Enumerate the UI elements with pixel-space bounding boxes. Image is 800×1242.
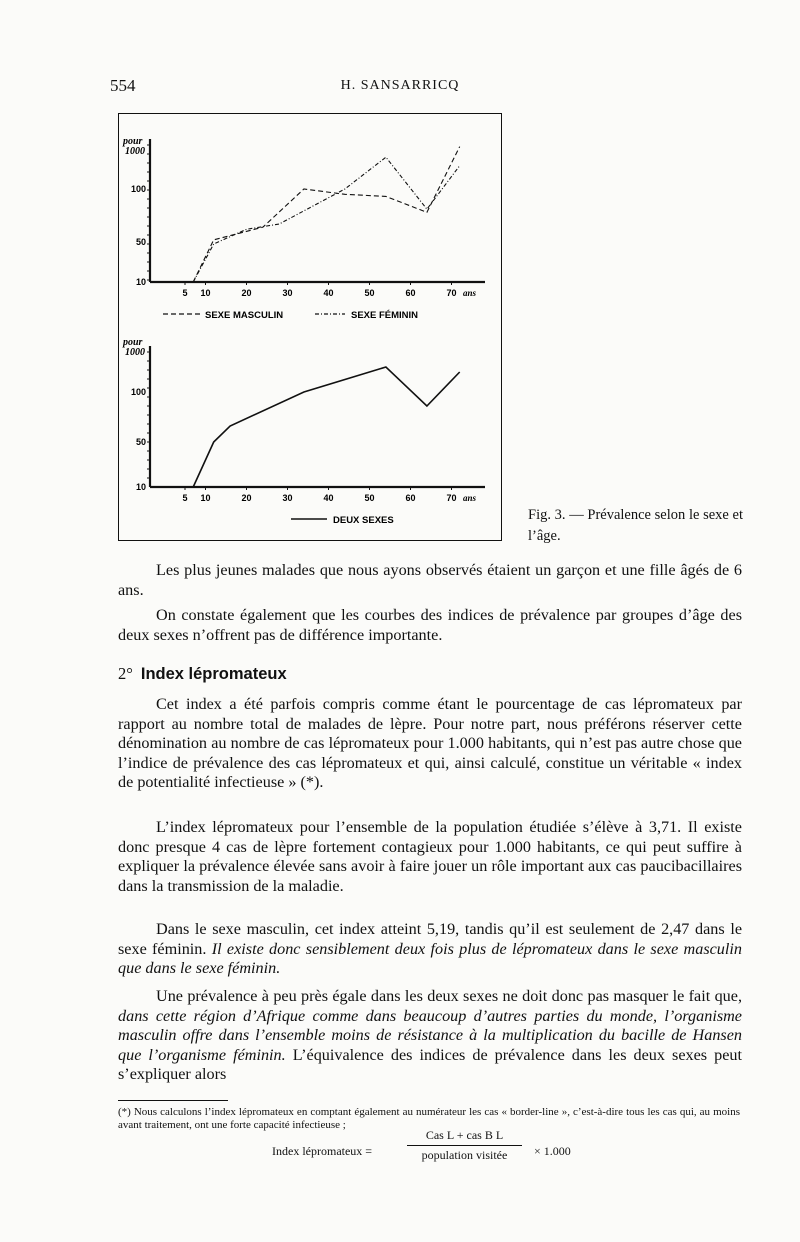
top-chart-x-tick-label: 30: [282, 288, 293, 298]
paragraph-3: Cet index a été parfois compris comme étant le pourcentage de cas lépromateux par rapport au nombre total de malades de lèpre. Pour notre part, nous préférons réserver cette dénomination au nombre de cas lépromateux pour 1.000 habitants, qui n’est pas autre chose que l’indice de prévalence des cas lépromateux et qui, ainsi calculé, constitue un véritable « index de potentialité infectieuse » (*).: [118, 695, 742, 792]
top-y-unit-line2: 1000: [125, 146, 145, 157]
bottom-y-unit-line1: pour: [123, 337, 143, 348]
bottom-chart-x-tick-label: 20: [241, 493, 252, 503]
top-chart-y-tick-label: 100: [130, 184, 146, 194]
top-chart-x-tick-label: 10: [200, 288, 211, 298]
paragraph-6-italic: dans cette région d’Afrique comme dans beaucoup d’autres parties du monde, l’organisme masculin offre dans l’ensemble moins de résistance à la multiplication du bacille de Hansen que l’organisme féminin.: [118, 1006, 742, 1064]
formula-denominator: population visitée: [421, 1148, 508, 1162]
paragraph-4: L’index lépromateux pour l’ensemble de la population étudiée s’élève à 3,71. Il existe donc presque 4 cas de lèpre fortement contagieux pour 1.000 habitants, ce qui peut suffire à expliquer la prévalence élevée sans avoir à faire jouer un rôle important aux cas paucibacillaires dans la transmission de la maladie.: [118, 818, 742, 895]
paragraph-5-italic: Il existe donc sensiblement deux fois plus de lépromateux dans le sexe masculin que dans le sexe féminin.: [118, 939, 742, 978]
formula-numerator: Cas L + cas B L: [407, 1128, 522, 1146]
bottom-chart-y-tick-label: 100: [130, 387, 146, 397]
bottom-chart-x-tick-label: 30: [282, 493, 293, 503]
section-heading: [118, 664, 287, 684]
top-chart-series-line-2: [193, 157, 460, 282]
top-chart-x-tick-label: 40: [323, 288, 334, 298]
paragraph-2: On constate également que les courbes des indices de prévalence par groupes d’âge des deux sexes n’offrent pas de différence importante.: [118, 606, 742, 644]
prevalence-figure-svg: [119, 114, 503, 542]
top-chart-x-tick-label: 20: [241, 288, 252, 298]
paragraph-1: Les plus jeunes malades que nous ayons observés étaient un garçon et une fille âgés de 6 ans.: [118, 561, 742, 599]
legend-both-label: DEUX SEXES: [333, 515, 394, 526]
bottom-chart-x-tick-label: 10: [200, 493, 211, 503]
footnote: (*) Nous calculons l’index lépromateux en comptant également au numérateur les cas « border-line », c’est-à-dire tous les cas qui, au moins avant traitement, ont une forte capacité infectieuse ;: [118, 1106, 740, 1131]
paragraph-5-text: Dans le sexe masculin, cet index atteint 5,19, tandis qu’il est seulement de 2,47 dans le sexe féminin.: [118, 920, 742, 958]
figure: [118, 113, 502, 541]
bottom-chart-x-tick-label: 5: [182, 493, 188, 503]
top-chart-y-tick-label: 50: [135, 237, 146, 247]
bottom-chart-series-line-1: [193, 367, 460, 487]
footnote-rule: [118, 1100, 228, 1101]
section-title: Index lépromateux: [140, 665, 287, 683]
bottom-chart-y-tick-label: 10: [135, 482, 146, 492]
paragraph-6: [118, 987, 742, 1085]
figure-caption: Fig. 3. — Prévalence selon le sexe et l’âge.: [528, 507, 743, 544]
bottom-chart-x-unit-label: ans: [463, 493, 477, 503]
formula-label: Index lépromateux =: [272, 1144, 373, 1158]
legend-male-label: SEXE MASCULIN: [205, 310, 284, 321]
bottom-chart-y-tick-label: 50: [135, 437, 146, 447]
top-chart: [131, 139, 485, 298]
top-y-unit-line1: pour: [123, 136, 143, 147]
top-chart-series-line-1: [193, 147, 460, 282]
formula-multiplier: × 1.000: [534, 1144, 571, 1158]
section-number: 2°: [118, 664, 133, 683]
top-chart-y-tick-label: 10: [135, 277, 146, 287]
bottom-chart-x-tick-label: 60: [405, 493, 416, 503]
formula-fraction: [407, 1128, 522, 1163]
top-chart-x-unit-label: ans: [463, 288, 477, 298]
bottom-chart-x-tick-label: 40: [323, 493, 334, 503]
legend-female-label: SEXE FÉMININ: [351, 310, 419, 321]
bottom-y-unit-line2: 1000: [125, 347, 145, 358]
bottom-chart-x-tick-label: 70: [446, 493, 457, 503]
paragraph-5: [118, 920, 742, 979]
top-chart-x-tick-label: 5: [182, 288, 188, 298]
bottom-chart-x-tick-label: 50: [364, 493, 375, 503]
page-number: 554: [110, 76, 136, 95]
top-chart-x-tick-label: 60: [405, 288, 416, 298]
paragraph-6-end: L’équivalence des indices de prévalence dans les deux sexes peut s’expliquer alors: [118, 1045, 743, 1084]
top-chart-x-tick-label: 70: [446, 288, 457, 298]
running-title: H. SANSARRICQ: [340, 78, 460, 93]
bottom-chart: [131, 346, 485, 503]
top-chart-x-tick-label: 50: [364, 288, 375, 298]
paragraph-6-text: Une prévalence à peu près égale dans les deux sexes ne doit donc pas masquer le fait que,: [156, 987, 742, 1005]
